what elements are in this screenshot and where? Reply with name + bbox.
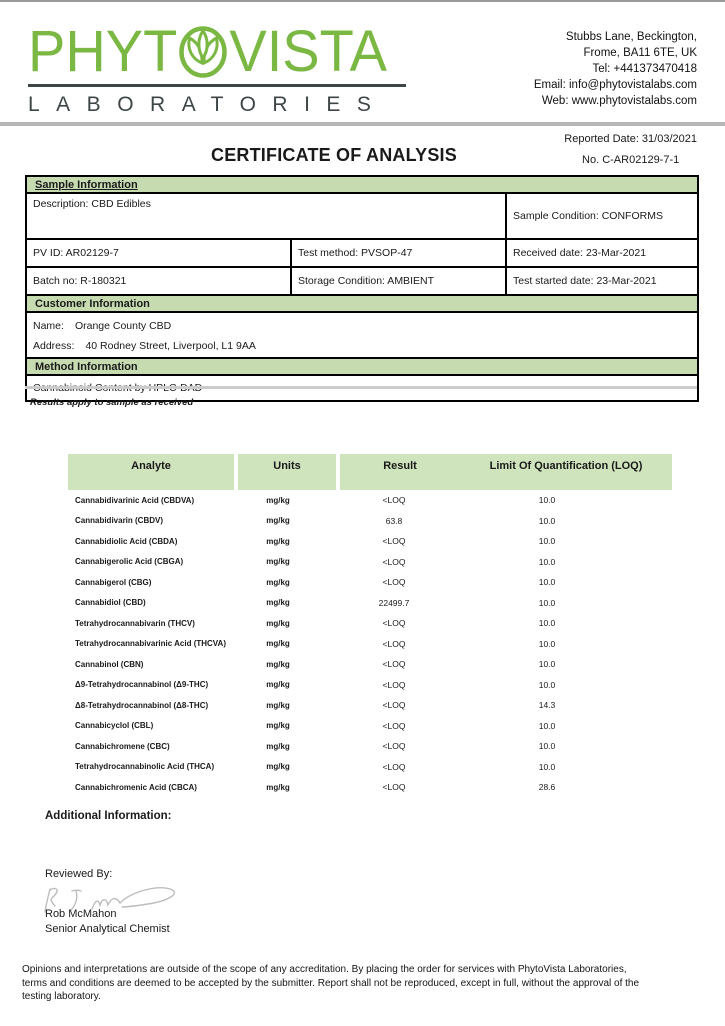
- units-cell: mg/kg: [266, 557, 290, 567]
- customer-details-cell: [26, 312, 698, 358]
- doc-meta: [564, 129, 697, 171]
- reviewer-name: Rob McMahon: [45, 908, 117, 920]
- reported-date: Reported Date: 31/03/2021: [564, 133, 697, 145]
- table-row: [68, 552, 672, 573]
- loq-cell: 10.0: [538, 577, 556, 588]
- analyte-cell: Cannabigerol (CBG): [75, 577, 152, 587]
- pv-id-cell: PV ID: AR02129-7: [26, 239, 291, 267]
- analyte-cell: Tetrahydrocannabivarinic Acid (THCVA): [75, 639, 226, 649]
- loq-cell: 14.3: [538, 700, 556, 711]
- table-row: [68, 654, 672, 675]
- analyte-cell: Cannabinol (CBN): [75, 659, 144, 669]
- additional-information-label: Additional Information:: [45, 810, 172, 822]
- results-table-header: [68, 454, 672, 490]
- received-date-cell: Received date: 23-Mar-2021: [506, 239, 698, 267]
- analyte-cell: Tetrahydrocannabivarin (THCV): [75, 618, 195, 628]
- description-cell: Description: CBD Edibles: [26, 193, 506, 239]
- analyte-cell: Cannabigerolic Acid (CBGA): [75, 557, 184, 567]
- table-row: [68, 757, 672, 778]
- storage-condition-cell: Storage Condition: AMBIENT: [291, 267, 506, 295]
- units-cell: mg/kg: [266, 782, 290, 792]
- logo-subtitle: LABORATORIES: [28, 84, 406, 117]
- logo-wordmark: [28, 17, 390, 84]
- analyte-cell: Cannabidivarinic Acid (CBDVA): [75, 495, 195, 505]
- table-row: [68, 777, 672, 798]
- loq-column-header: Limit Of Quantification (LOQ): [460, 454, 672, 490]
- table-row: [68, 572, 672, 593]
- result-cell: 63.8: [385, 515, 403, 526]
- units-cell: mg/kg: [266, 721, 290, 731]
- loq-cell: 10.0: [538, 597, 556, 608]
- footer-disclaimer: Opinions and interpretations are outside of the scope of any accreditation. By placing the order for services with PhytoVista Laboratories, terms and conditions are deemed to be accepted by the submitter. Report shall not be reproduced, except in full, without the approval of the testing laboratory.: [22, 964, 640, 1002]
- results-rows: [68, 490, 672, 798]
- table-row: [68, 593, 672, 614]
- result-cell: <LOQ: [382, 782, 406, 793]
- email-line: Email: info@phytovistalabs.com: [533, 79, 697, 91]
- batch-no-cell: Batch no: R-180321: [26, 267, 291, 295]
- result-column-header: Result: [340, 454, 460, 490]
- table-row: [68, 634, 672, 655]
- certificate-number: No. C-AR02129-7-1: [582, 154, 680, 166]
- phone-line: Tel: +441373470418: [592, 63, 697, 75]
- reviewer-identity: [45, 907, 170, 937]
- analyte-cell: Cannabidivarin (CBDV): [75, 516, 164, 526]
- table-row: [68, 716, 672, 737]
- units-cell: mg/kg: [266, 639, 290, 649]
- result-cell: <LOQ: [382, 577, 406, 588]
- result-cell: <LOQ: [382, 741, 406, 752]
- customer-information-header: Customer Information: [26, 295, 698, 312]
- info-table: [25, 175, 699, 402]
- analyte-cell: Cannabichromene (CBC): [75, 741, 170, 751]
- result-cell: <LOQ: [382, 618, 406, 629]
- leaf-logo-icon: [178, 24, 228, 78]
- units-cell: mg/kg: [266, 598, 290, 608]
- table-row: [68, 531, 672, 552]
- units-column-header: Units: [238, 454, 340, 490]
- phytovista-logo: [28, 17, 390, 117]
- results-table: [68, 454, 672, 798]
- lab-contact-block: [534, 29, 697, 109]
- loq-cell: 28.6: [538, 782, 556, 793]
- method-information-header: Method Information: [26, 358, 698, 375]
- result-cell: <LOQ: [382, 638, 406, 649]
- loq-cell: 10.0: [538, 720, 556, 731]
- analyte-cell: Δ9-Tetrahydrocannabinol (Δ9-THC): [75, 680, 209, 690]
- section-divider: [25, 386, 697, 389]
- loq-cell: 10.0: [538, 761, 556, 772]
- result-cell: 22499.7: [378, 597, 410, 608]
- results-note: Results apply to sample as received: [30, 397, 194, 408]
- units-cell: mg/kg: [266, 659, 290, 669]
- analyte-cell: Cannabidiol (CBD): [75, 598, 146, 608]
- result-cell: <LOQ: [382, 495, 406, 506]
- customer-address: Address: 40 Rodney Street, Liverpool, L1 9AA: [33, 340, 256, 352]
- address-line2: Frome, BA11 6TE, UK: [583, 47, 697, 59]
- analyte-cell: Tetrahydrocannabinolic Acid (THCA): [75, 762, 215, 772]
- units-cell: mg/kg: [266, 618, 290, 628]
- loq-cell: 10.0: [538, 556, 556, 567]
- analyte-cell: Δ8-Tetrahydrocannabinol (Δ8-THC): [75, 700, 209, 710]
- loq-cell: 10.0: [538, 659, 556, 670]
- result-cell: <LOQ: [382, 659, 406, 670]
- analyte-cell: Cannabichromenic Acid (CBCA): [75, 782, 197, 792]
- loq-cell: 10.0: [538, 741, 556, 752]
- analyte-cell: Cannabicyclol (CBL): [75, 721, 154, 731]
- customer-name: Name: Orange County CBD: [33, 320, 172, 332]
- table-row: [68, 695, 672, 716]
- result-cell: <LOQ: [382, 720, 406, 731]
- logo-text-vista: VISTA: [229, 17, 388, 84]
- units-cell: mg/kg: [266, 577, 290, 587]
- table-row: [68, 511, 672, 532]
- units-cell: mg/kg: [266, 536, 290, 546]
- table-row: [68, 675, 672, 696]
- result-cell: <LOQ: [382, 761, 406, 772]
- test-started-date-cell: Test started date: 23-Mar-2021: [506, 267, 698, 295]
- address-line1: Stubbs Lane, Beckington,: [565, 31, 697, 43]
- table-row: [68, 613, 672, 634]
- units-cell: mg/kg: [266, 680, 290, 690]
- units-cell: mg/kg: [266, 495, 290, 505]
- analyte-cell: Cannabidiolic Acid (CBDA): [75, 536, 178, 546]
- units-cell: mg/kg: [266, 741, 290, 751]
- table-row: [68, 490, 672, 511]
- header-divider: [0, 122, 725, 126]
- loq-cell: 10.0: [538, 536, 556, 547]
- units-cell: mg/kg: [266, 516, 290, 526]
- loq-cell: 10.0: [538, 618, 556, 629]
- analyte-column-header: Analyte: [68, 454, 238, 490]
- loq-cell: 10.0: [538, 495, 556, 506]
- units-cell: mg/kg: [266, 700, 290, 710]
- sample-condition-cell: Sample Condition: CONFORMS: [506, 193, 698, 239]
- loq-cell: 10.0: [538, 515, 556, 526]
- sample-information-header: Sample Information: [26, 176, 698, 193]
- result-cell: <LOQ: [382, 536, 406, 547]
- reviewed-by-label: Reviewed By:: [45, 868, 113, 880]
- loq-cell: 10.0: [538, 638, 556, 649]
- result-cell: <LOQ: [382, 700, 406, 711]
- result-cell: <LOQ: [382, 556, 406, 567]
- result-cell: <LOQ: [382, 679, 406, 690]
- logo-text-phyt: PHYT: [28, 17, 178, 84]
- test-method-cell: Test method: PVSOP-47: [291, 239, 506, 267]
- loq-cell: 10.0: [538, 679, 556, 690]
- page-title: CERTIFICATE OF ANALYSIS: [211, 145, 457, 165]
- reviewer-title: Senior Analytical Chemist: [45, 923, 170, 935]
- units-cell: mg/kg: [266, 762, 290, 772]
- table-row: [68, 736, 672, 757]
- web-line: Web: www.phytovistalabs.com: [541, 95, 697, 107]
